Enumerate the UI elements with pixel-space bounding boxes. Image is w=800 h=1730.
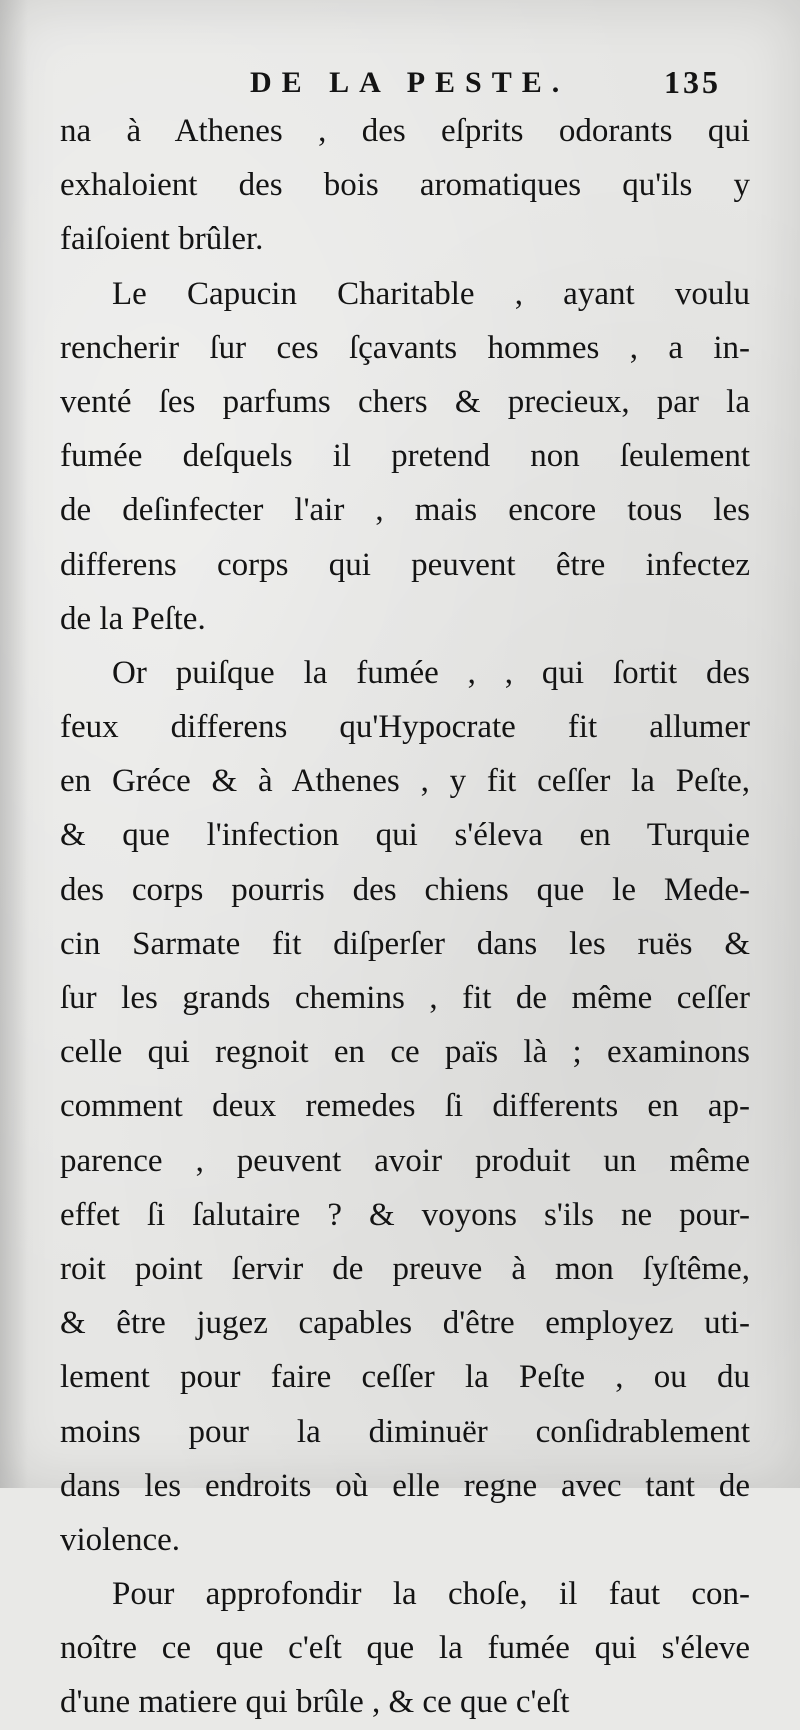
text-line: differens corps qui peuvent être infectez <box>60 546 750 583</box>
text-line: moins pour la diminuër conſidrablement <box>60 1413 750 1450</box>
running-head <box>0 66 800 106</box>
text-line: violence. <box>60 1521 181 1558</box>
text-line: na à Athenes , des eſprits odorants qui <box>60 113 750 149</box>
text-line: de la Peſte. <box>60 600 206 637</box>
text-line: en Gréce & à Athenes , y fit ceſſer la Peſte, <box>60 763 750 800</box>
text-line: de deſinfecter l'air , mais encore tous les <box>60 492 750 529</box>
text-line: fumée deſquels il pretend non ſeulement <box>60 438 750 475</box>
text-line: celle qui regnoit en ce païs là ; examinons <box>60 1034 750 1071</box>
paragraph-start-line: Or puiſque la fumée , , qui ſortit des <box>112 654 750 691</box>
text-line: dans les endroits où elle regne avec tant de <box>60 1467 750 1504</box>
paragraph-start-line: Le Capucin Charitable , ayant voulu <box>112 275 750 312</box>
text-line: ſur les grands chemins , fit de même ceſſer <box>60 980 750 1016</box>
text-line: exhaloient des bois aromatiques qu'ils y <box>60 167 750 204</box>
page-number: 135 <box>664 64 721 100</box>
text-line: & être jugez capables d'être employez uti- <box>60 1305 750 1342</box>
text-line: noître ce que c'eſt que la fumée qui s'éleve <box>60 1630 750 1667</box>
text-line: lement pour faire ceſſer la Peſte , ou du <box>60 1359 750 1396</box>
text-line: parence , peuvent avoir produit un même <box>60 1142 750 1179</box>
text-line: venté ſes parfums chers & precieux, par la <box>60 383 750 420</box>
text-line: faiſoient brûler. <box>60 221 264 258</box>
text-line: comment deux remedes ſi differents en ap- <box>60 1088 750 1125</box>
text-line: d'une matiere qui brûle , & ce que c'eſt <box>60 1684 570 1721</box>
body-text <box>60 104 750 1730</box>
page-gutter-shadow <box>0 0 28 1488</box>
text-line: effet ſi ſalutaire ? & voyons s'ils ne pour- <box>60 1196 750 1233</box>
text-line: feux differens qu'Hypocrate fit allumer <box>60 709 750 746</box>
text-line: rencherir ſur ces ſçavants hommes , a in- <box>60 329 750 366</box>
text-line: des corps pourris des chiens que le Mede- <box>60 871 750 908</box>
text-line: roit point ſervir de preuve à mon ſyſtême, <box>60 1250 750 1287</box>
paragraph-start-line: Pour approfondir la choſe, il faut con- <box>112 1576 750 1613</box>
text-line: cin Sarmate fit diſperſer dans les ruës & <box>60 925 750 962</box>
text-line: & que l'infection qui s'éleva en Turquie <box>60 817 750 854</box>
running-title: DE LA PESTE. <box>250 66 570 99</box>
